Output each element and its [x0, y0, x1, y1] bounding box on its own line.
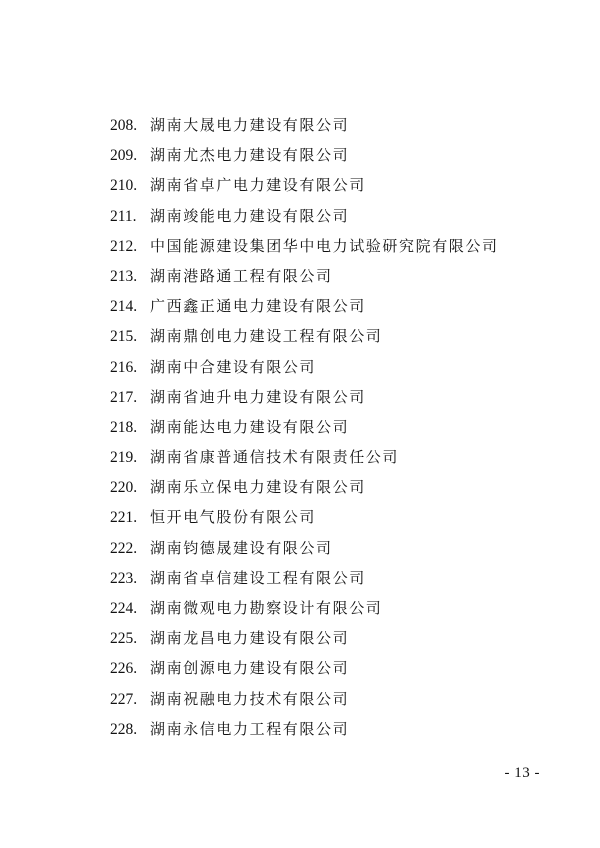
list-item	[110, 265, 499, 295]
list-item	[110, 174, 499, 204]
company-name: 湖南中合建设有限公司	[150, 357, 317, 376]
company-name: 湖南永信电力工程有限公司	[150, 719, 350, 738]
company-name: 中国能源建设集团华中电力试验研究院有限公司	[150, 236, 499, 255]
list-item	[110, 627, 499, 657]
list-item	[110, 446, 499, 476]
list-item	[110, 295, 499, 325]
list-item	[110, 356, 499, 386]
company-name: 湖南钧德晟建设有限公司	[150, 538, 333, 557]
item-number: 211.	[110, 207, 137, 225]
item-number: 210.	[110, 177, 138, 195]
list-item	[110, 114, 499, 144]
item-number: 213.	[110, 267, 138, 285]
list-item	[110, 235, 499, 265]
company-name: 湖南龙昌电力建设有限公司	[150, 629, 350, 648]
list-item	[110, 688, 499, 718]
company-name: 湖南省卓信建设工程有限公司	[150, 568, 366, 587]
company-name: 湖南省康普通信技术有限责任公司	[150, 448, 400, 467]
company-name: 湖南乐立保电力建设有限公司	[150, 478, 366, 497]
item-number: 209.	[110, 147, 138, 165]
item-number: 226.	[110, 660, 138, 678]
item-number: 225.	[110, 630, 138, 648]
item-number: 208.	[110, 117, 138, 134]
list-item	[110, 506, 499, 536]
list-item	[110, 386, 499, 416]
list-item	[110, 537, 499, 567]
company-name: 湖南省卓广电力建设有限公司	[150, 176, 366, 195]
item-number: 215.	[110, 328, 138, 346]
item-number: 228.	[110, 720, 138, 738]
company-name: 湖南尤杰电力建设有限公司	[150, 146, 350, 165]
list-item	[110, 205, 499, 235]
company-name: 湖南鼎创电力建设工程有限公司	[150, 327, 383, 346]
list-item	[110, 416, 499, 446]
item-number: 222.	[110, 539, 138, 557]
list-item	[110, 567, 499, 597]
item-number: 218.	[110, 418, 138, 436]
company-name: 湖南大晟电力建设有限公司	[150, 116, 350, 134]
page-number: - 13 -	[504, 765, 540, 781]
item-number: 214.	[110, 298, 138, 316]
company-name: 湖南省迪升电力建设有限公司	[150, 387, 366, 406]
list-item	[110, 144, 499, 174]
item-number: 219.	[110, 449, 138, 467]
company-name: 湖南港路通工程有限公司	[150, 266, 333, 285]
company-list	[110, 114, 499, 748]
item-number: 227.	[110, 690, 138, 708]
item-number: 217.	[110, 388, 138, 406]
item-number: 224.	[110, 600, 138, 617]
company-name: 广西鑫正通电力建设有限公司	[150, 297, 366, 316]
company-name: 湖南微观电力勘察设计有限公司	[150, 599, 383, 617]
list-item	[110, 325, 499, 355]
item-number: 212.	[110, 237, 138, 255]
item-number: 216.	[110, 358, 138, 376]
company-name: 恒开电气股份有限公司	[150, 508, 317, 527]
list-item	[110, 476, 499, 506]
list-item	[110, 597, 499, 627]
list-item	[110, 657, 499, 687]
company-name: 湖南创源电力建设有限公司	[150, 659, 350, 678]
list-item	[110, 718, 499, 748]
item-number: 220.	[110, 479, 138, 497]
company-name: 湖南能达电力建设有限公司	[150, 417, 350, 436]
company-name: 湖南竣能电力建设有限公司	[150, 206, 350, 225]
item-number: 221.	[110, 509, 138, 527]
company-name: 湖南祝融电力技术有限公司	[150, 689, 350, 708]
item-number: 223.	[110, 569, 138, 587]
